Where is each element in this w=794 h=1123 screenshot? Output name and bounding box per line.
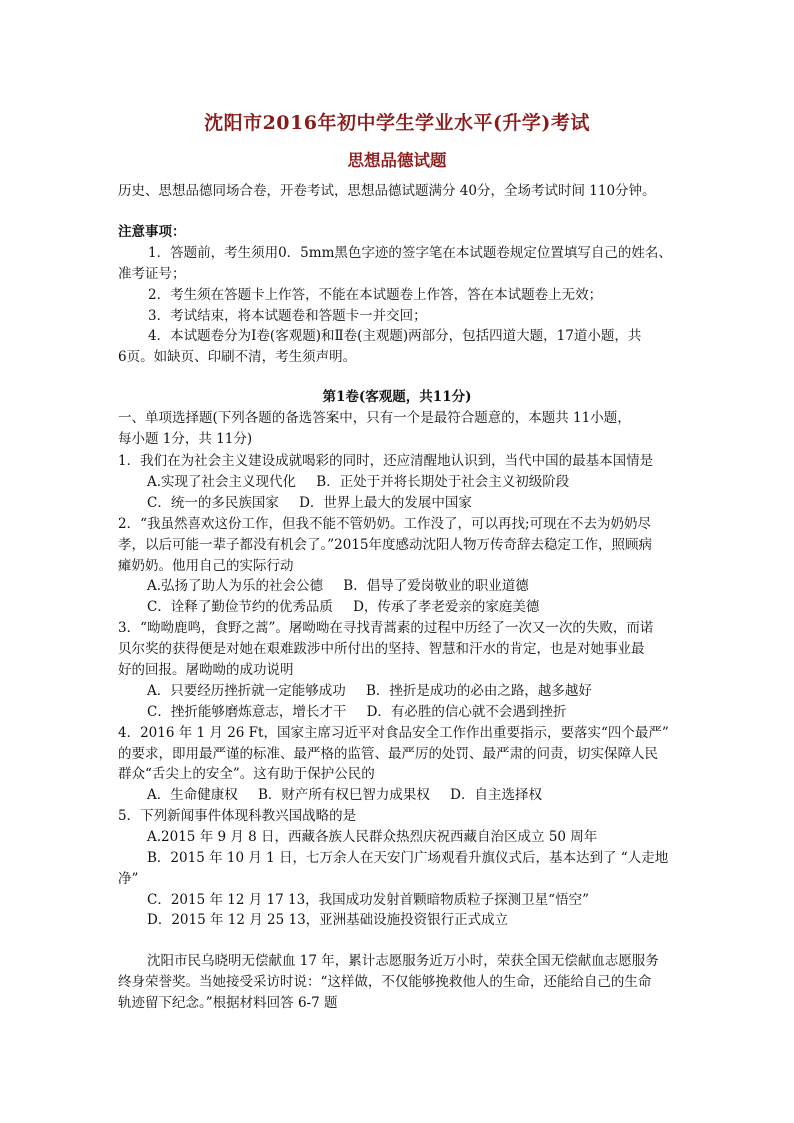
- q1-stem: 1．我们在为社会主义建设成就喝彩的同时，还应清醒地认识到，当代中国的最基本国情是: [118, 453, 654, 469]
- note-item-4-cont: 6页。如缺页、印刷不清，考生须声明。: [118, 349, 357, 365]
- note-item-1: 1．答题前，考生须用0．5mm黑色字迹的签字笔在本试题卷规定位置填写自己的姓名、: [148, 245, 672, 261]
- q2-stem: 2．“我虽然喜欢这份工作，但我不能不管奶奶。工作没了，可以再找;可现在不去为奶奶尽: [118, 516, 652, 532]
- q1-options-row2: [147, 493, 677, 513]
- q3-stem-cont1: 贝尔奖的获得便是对她在艰难跋涉中所付出的坚持、智慧和汗水的肯定，也是对她事业最: [118, 641, 645, 657]
- material-paragraph-cont2: 轨迹留下纪念。”根据材料回答 6-7 题: [118, 995, 338, 1011]
- q4-option-a: A．生命健康权: [147, 787, 238, 803]
- q5-option-b-cont: 净”: [118, 871, 139, 887]
- q3-options-row2: [147, 702, 677, 722]
- q3-stem: 3．“呦呦鹿鸣，食野之蒿”。屠呦呦在寻找青蒿素的过程中历经了一次又一次的失败，而诺: [118, 620, 654, 636]
- q2-stem-cont2: 瘫奶奶。他用自己的实际行动: [118, 558, 294, 574]
- exam-title: 沈阳市2016年初中学生学业水平(升学)考试: [204, 112, 590, 134]
- q2-options-row1: [147, 576, 677, 596]
- q4-stem: 4．2016 年 1 月 26 Ft，国家主席习近平对食品安全工作作出重要指示，要落实“四个最严”: [118, 725, 669, 741]
- material-paragraph: 沈阳市民乌晓明无偿献血 17 年，累计志愿服务近万小时，荣获全国无偿献血志愿服务: [147, 953, 659, 969]
- q1-option-a: A.实现了社会主义现代化: [147, 474, 297, 490]
- q1-options-row1: [147, 472, 677, 492]
- exam-subtitle: 思想品德试题: [347, 151, 447, 170]
- q3-option-a: A．只要经历挫折就一定能够成功: [147, 683, 346, 699]
- q1-option-c: C．统一的多民族国家: [147, 495, 279, 511]
- q3-option-d: D．有必胜的信心就不会遇到挫折: [366, 704, 567, 720]
- section1-heading: 第1卷(客观题，共11分): [322, 389, 472, 405]
- note-item-4: 4．本试题卷分为Ⅰ卷(客观题)和Ⅱ卷(主观题)两部分，包括四道大题，17道小题，共: [148, 328, 642, 344]
- q4-option-b: B．财产所有权巳智力成果权: [258, 787, 430, 803]
- note-item-2: 2．考生须在答题卡上作答，不能在本试题卷上作答，答在本试题卷上无效；: [148, 287, 603, 303]
- q4-stem-cont1: 的要求，即用最严谨的标准、最严格的监管、最严厉的处罚、最严肃的问责，切实保障人民: [118, 746, 658, 762]
- intro-text: 历史、思想品德同场合卷，开卷考试，思想品德试题满分 40分，全场考试时间 110分钟。: [118, 183, 656, 199]
- material-paragraph-cont1: 终身荣誉奖。当她接受采访时说：“这样做，不仅能够挽救他人的生命，还能给自己的生命: [118, 974, 652, 990]
- q3-stem-cont2: 好的回报。屠呦呦的成功说明: [118, 662, 294, 678]
- q2-option-b: B．倡导了爱岗敬业的职业道德: [343, 578, 529, 594]
- q4-stem-cont2: 群众“舌尖上的安全”。这有助于保护公民的: [118, 766, 375, 782]
- note-item-3: 3．考试结束，将本试题卷和答题卡一并交回；: [148, 308, 427, 324]
- q5-option-d: D．2015 年 12 月 25 13，亚洲基础设施投资银行正式成立: [147, 912, 509, 928]
- notes-heading: 注意事项：: [118, 224, 186, 240]
- q5-option-a: A.2015 年 9 月 8 日，西藏各族人民群众热烈庆祝西藏自治区成立 50 周年: [147, 829, 598, 845]
- q2-option-d: D，传承了孝老爱亲的家庭美德: [353, 599, 540, 615]
- q2-stem-cont1: 孝，以后可能一辈子都没有机会了。”2015年度感动沈阳人物万传奇辞去稳定工作，照顾病: [118, 537, 653, 553]
- q5-option-b: B．2015 年 10 月 1 日，七万余人在天安门广场观看升旗仪式后，基本达到了 “人走地: [147, 850, 669, 866]
- q1-option-b: B．正处于并将长期处于社会主义初级阶段: [316, 474, 570, 490]
- section1-instructions: 一、单项选择题(下列各题的备选答案中，只有一个是最符合题意的，本题共 11小题，: [118, 410, 631, 426]
- q3-options-row1: [147, 681, 677, 701]
- q5-stem: 5．下列新闻事件体现科教兴国战略的是: [118, 808, 357, 824]
- q2-option-a: A.弘扬了助人为乐的社会公德: [147, 578, 324, 594]
- note-item-1-cont: 准考证号；: [118, 266, 186, 282]
- q4-options-row: [147, 785, 677, 805]
- section1-instructions-cont: 每小题 1分，共 11分): [118, 431, 253, 447]
- q5-option-c: C．2015 年 12 月 17 13，我国成功发射首颗暗物质粒子探测卫星“悟空”: [147, 892, 589, 908]
- q4-option-d: D．自主选择权: [450, 787, 542, 803]
- q2-options-row2: [147, 597, 677, 617]
- q3-option-c: C．挫折能够磨炼意志，增长才干: [147, 704, 347, 720]
- q2-option-c: C．诠释了勤俭节约的优秀品质: [147, 599, 333, 615]
- q1-option-d: D．世界上最大的发展中国家: [299, 495, 472, 511]
- q3-option-b: B．挫折是成功的必由之路，越多越好: [366, 683, 592, 699]
